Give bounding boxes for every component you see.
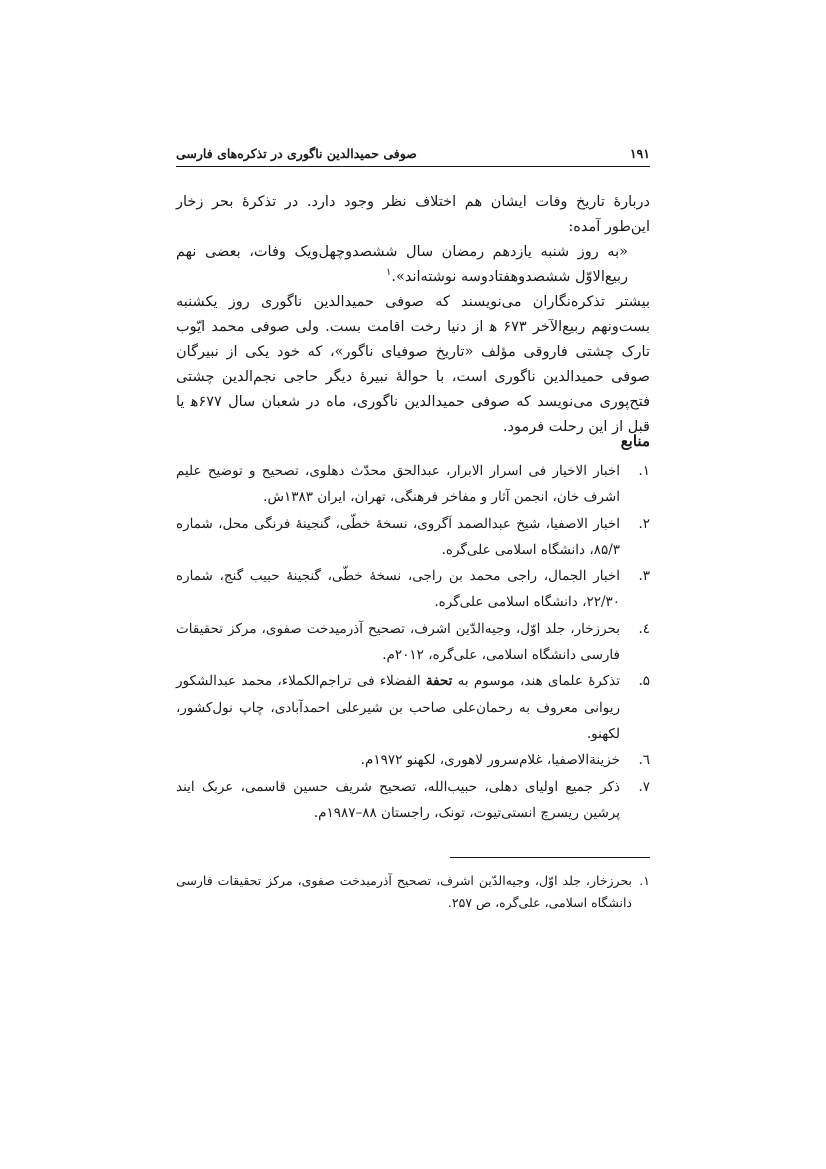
source-item: [176, 563, 650, 616]
intro-line: دربارهٔ تاریخ وفات ایشان هم اختلاف نظر وجود دارد. در تذکرهٔ بحر زخار این‌طور آمده:: [176, 194, 650, 235]
quote-text: «به روز شنبه یازدهم رمضان سال ششصدوچهل‌ویک وفات، بعضی نهم ربیع‌الاوّل ششصدوهفتادوسه نوشته‌اند».: [176, 244, 628, 285]
sources-list: [176, 458, 650, 826]
source-number: ٧.: [638, 778, 650, 795]
source-text: اخبار الاصفیا، شیخ عبدالصمد اَگروی، نسخهٔ خطّی، گنجینهٔ فرنگی محل، شماره ۸۵/۳، دانشگاه اسلامی علی‌گره.: [176, 515, 620, 558]
footnote-ref: ۱: [386, 267, 392, 279]
source-text: اخبار الجمال، راجی محمد بن راجی، نسخهٔ خطّی، گنجینهٔ حبیب گنج، شماره ۲۲/۳۰، دانشگاه اسلامی علی‌گره.: [176, 568, 620, 611]
body-text: [176, 190, 650, 440]
source-text: خزینةالاصفیا، غلام‌سرور لاهوری، لکهنو ۱۹۷۲م.: [360, 752, 620, 769]
source-text: بحرزخار، جلد اوّل، وجیه‌الدّین اشرف، تصحیح آذرمیدخت صفوی، مرکز تحقیقات فارسی دانشگاه اسلامی، علی‌گره، ۲۰۱۲م.: [176, 620, 620, 664]
running-title: صوفی حمیدالدین ناگوری در تذکره‌های فارسی: [176, 146, 417, 161]
source-item: [176, 458, 650, 511]
block-quote: [176, 240, 650, 290]
source-item: [176, 668, 650, 747]
footnote-text: بحرزخار، جلد اوّل، وجیه‌الدّین اشرف، تصحیح آذرمیدخت صفوی، مرکز تحقیقات فارسی دانشگاه اسلامی، علی‌گره، ص ۲۵۷.: [176, 873, 632, 910]
source-text: اخبار الاخیار فی اسرار الابرار، عبدالحق محدّث دهلوی، تصحیح و توضیح علیم اشرف خان، انجمن آثار و مفاخر فرهنگی، تهران، ایران ۱۳۸۳ش.: [176, 463, 620, 506]
footnote: [176, 870, 650, 914]
source-text-bold: تحفة: [425, 673, 453, 690]
source-number: ۱.: [638, 463, 650, 479]
source-text: ذکر جمیع اولیای دهلی، حبیب‌الله، تصحیح شریف حسین قاسمی، عربک ایند پرشین ریسرچ انستی‌تیوت، تونک، راجستان ۸۸–۱۹۸۷م.: [176, 778, 620, 821]
source-item: [176, 511, 650, 564]
footnote-number: ۱.: [639, 873, 650, 888]
footnote-divider: [450, 857, 650, 858]
source-item: [176, 616, 650, 669]
sources-heading: منابع: [620, 432, 650, 450]
page-number: ۱۹۱: [629, 146, 650, 161]
main-paragraph: بیشتر تذکره‌نگاران می‌نویسند که صوفی حمیدالدین ناگوری روز یکشنبه بست‌ونهم ربیع‌الآخر ۶۷۳ ﻫ از دنیا رخت اقامت بست. ولی صوفی محمد ایّوب تارک چشتی فاروقی مؤلف «تاریخ صوفیای ناگور»، که خود یکی از نبیرگان صوفی حمیدالدین ناگوری است، با حوالهٔ نبیرهٔ دیگر حاجی نجم‌الدین چشتی فتح‌پوری می‌نویسد که صوفی حمیدالدین ناگوری، ماه در شعبان سال ۶۷۷ﻫ یا قبل از این رحلت فرمود.: [176, 294, 650, 435]
source-number: ۳.: [638, 568, 650, 585]
source-text-before: تذکرهٔ علمای هند، موسوم به: [452, 673, 620, 690]
source-number: ٦.: [638, 752, 650, 769]
source-item: [176, 774, 650, 827]
source-item: [176, 747, 650, 773]
source-number: ٤.: [638, 620, 650, 637]
running-header: [176, 140, 650, 167]
source-number: ۵.: [638, 673, 650, 690]
source-text-after: الفضلاء فی تراجم‌الکملاء، محمد عبدالشکور ریوانی معروف به رحمان‌علی صاحب بن شیرعلی احمدآبادی، چاپ نول‌کشور، لکهنو.: [176, 673, 620, 742]
source-number: ۲.: [638, 515, 650, 532]
